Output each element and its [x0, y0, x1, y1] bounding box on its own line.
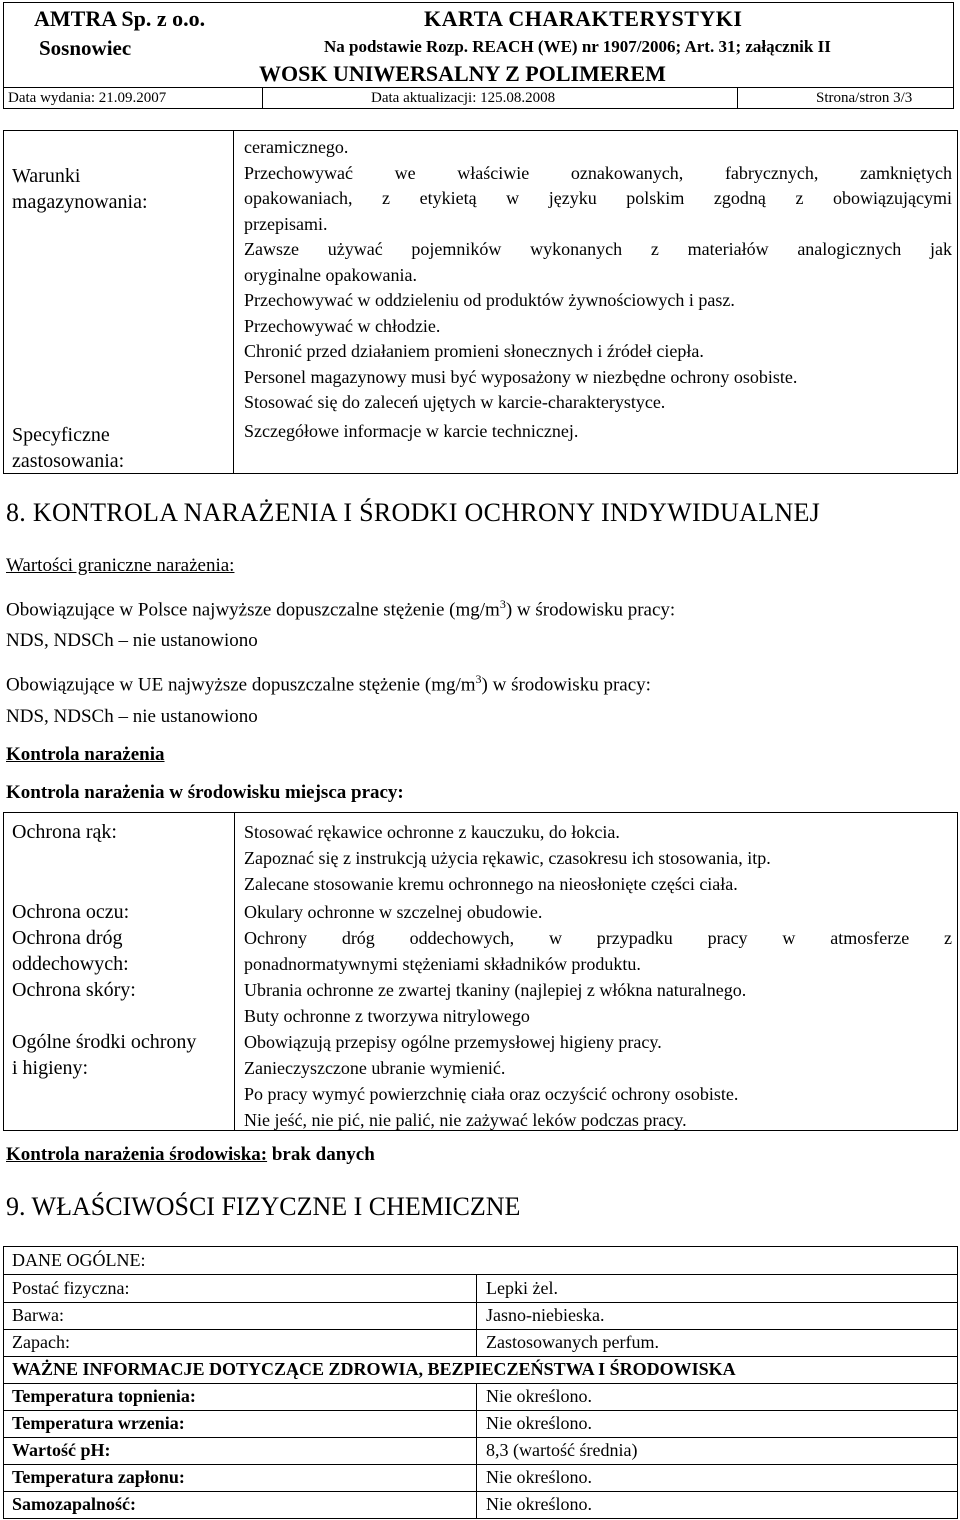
header-divider [262, 88, 263, 109]
hygiene-label-line: i higieny: [12, 1057, 89, 1079]
hygiene-line: Obowiązują przepisy ogólne przemysłowej higieny pracy. [244, 1032, 662, 1052]
table-divider [234, 813, 235, 1130]
storage-line: Zawsze używać pojemników wykonanych z materiałów analogicznych jak [244, 239, 952, 259]
cell-divider [476, 1302, 477, 1329]
hygiene-line: Zanieczyszczone ubranie wymienić. [244, 1058, 506, 1078]
property-value: Nie określono. [486, 1413, 592, 1433]
storage-label-line: magazynowania: [12, 191, 148, 213]
physical-properties-table [3, 1246, 958, 1519]
hygiene-label [12, 1029, 196, 1081]
eu-limit-line [6, 667, 651, 697]
property-row [4, 1302, 957, 1330]
important-header: WAŻNE INFORMACJE DOTYCZĄCE ZDROWIA, BEZPIECZEŃSTWA I ŚRODOWISKA [12, 1359, 736, 1379]
superscript: 3 [475, 672, 482, 686]
storage-label-line: Warunki [12, 165, 81, 187]
document-title: KARTA CHARAKTERYSTYKI [424, 6, 743, 31]
protection-table [3, 812, 958, 1131]
property-row [4, 1437, 957, 1465]
general-header-row [4, 1247, 957, 1275]
company-city: Sosnowiec [39, 36, 132, 60]
specific-label-line: Specyficzne [12, 424, 110, 446]
respiratory-label-line: oddechowych: [12, 953, 129, 975]
update-date: Data aktualizacji: 125.08.2008 [371, 90, 556, 106]
property-row [4, 1275, 957, 1303]
storage-line: ceramicznego. [244, 137, 349, 157]
document-header [3, 2, 954, 109]
eu-limit-text-end: ) w środowisku pracy: [481, 674, 651, 696]
table-divider [233, 131, 234, 473]
property-name: Wartość pH: [12, 1440, 111, 1460]
cell-divider [476, 1491, 477, 1518]
property-value: Nie określono. [486, 1386, 592, 1406]
eu-limit-text: Obowiązujące w UE najwyższe dopuszczalne stężenie (mg/m [6, 674, 476, 696]
exposure-control-title: Kontrola narażenia [6, 744, 165, 765]
property-value: 8,3 (wartość średnia) [486, 1440, 638, 1460]
eyes-text: Okulary ochronne w szczelnej obudowie. [244, 902, 543, 922]
storage-line: Przechowywać w oddzieleniu od produktów żywnościowych i pasz. [244, 290, 735, 310]
regulation-line: Na podstawie Rozp. REACH (WE) nr 1907/2006; Art. 31; załącznik II [324, 37, 831, 56]
skin-line: Buty ochronne z tworzywa nitrylowego [244, 1006, 530, 1026]
skin-line: Ubrania ochronne ze zwartej tkaniny (najlepiej z włókna naturalnego. [244, 980, 747, 1000]
respiratory-label [12, 925, 129, 977]
cell-divider [476, 1329, 477, 1356]
eu-limit-value: NDS, NDSCh – nie ustanowiono [6, 706, 258, 727]
property-name: Temperatura topnienia: [12, 1386, 196, 1406]
hands-line: Zalecane stosowanie kremu ochronnego na nieosłonięte części ciała. [244, 874, 738, 894]
property-value: Lepki żel. [486, 1278, 558, 1298]
environment-control [6, 1143, 375, 1167]
important-header-row [4, 1356, 957, 1384]
hands-line: Zapoznać się z instrukcją użycia rękawic, czasokresu ich stosowania, itp. [244, 848, 771, 868]
hands-line: Stosować rękawice ochronne z kauczuku, do łokcia. [244, 822, 620, 842]
poland-limit-text: Obowiązujące w Polsce najwyższe dopuszczalne stężenie (mg/m [6, 599, 500, 621]
environment-control-value: brak danych [267, 1144, 375, 1165]
cell-divider [476, 1275, 477, 1302]
superscript: 3 [499, 597, 506, 611]
hygiene-line: Po pracy wymyć powierzchnię ciała oraz oczyścić ochrony osobiste. [244, 1084, 739, 1104]
storage-line: Chronić przed działaniem promieni słonecznych i źródeł ciepła. [244, 341, 704, 361]
cell-divider [476, 1437, 477, 1464]
storage-label [12, 163, 148, 215]
specific-use-label [12, 422, 124, 474]
storage-line: Stosować się do zaleceń ujętych w karcie-charakterystyce. [244, 392, 666, 412]
issue-date: Data wydania: 21.09.2007 [8, 90, 167, 106]
property-value: Jasno-niebieska. [486, 1305, 605, 1325]
property-row [4, 1491, 957, 1519]
cell-divider [476, 1383, 477, 1410]
workplace-control-title: Kontrola narażenia w środowisku miejsca pracy: [6, 782, 404, 803]
skin-text [244, 977, 952, 1029]
property-value: Nie określono. [486, 1467, 592, 1487]
property-name: Samozapalność: [12, 1494, 137, 1514]
cell-divider [476, 1464, 477, 1491]
company-name: AMTRA Sp. z o.o. [34, 6, 206, 31]
property-value: Nie określono. [486, 1494, 592, 1514]
hygiene-line: Nie jeść, nie pić, nie palić, nie zażywać leków podczas pracy. [244, 1110, 687, 1130]
hygiene-label-line: Ogólne środki ochrony [12, 1031, 197, 1053]
hands-label: Ochrona rąk: [12, 821, 117, 843]
specific-label-line: zastosowania: [12, 450, 125, 472]
storage-table [3, 130, 958, 474]
section-8-heading: 8. KONTROLA NARAŻENIA I ŚRODKI OCHRONY INDYWIDUALNEJ [6, 498, 821, 527]
header-meta-row [4, 87, 953, 109]
specific-use-text: Szczegółowe informacje w karcie technicznej. [244, 420, 579, 441]
property-row [4, 1383, 957, 1411]
property-row [4, 1329, 957, 1357]
storage-line: oryginalne opakowania. [244, 264, 417, 285]
storage-line: przepisami. [244, 213, 328, 234]
environment-control-label: Kontrola narażenia środowiska: [6, 1144, 268, 1165]
property-name: Postać fizyczna: [12, 1278, 130, 1298]
skin-label: Ochrona skóry: [12, 979, 136, 1001]
product-name: WOSK UNIWERSALNY Z POLIMEREM [259, 61, 666, 86]
eyes-label: Ochrona oczu: [12, 901, 130, 923]
storage-line: Przechowywać w chłodzie. [244, 315, 441, 336]
property-row [4, 1464, 957, 1492]
poland-limit-value: NDS, NDSCh – nie ustanowiono [6, 630, 258, 651]
property-name: Zapach: [12, 1332, 70, 1352]
property-name: Temperatura wrzenia: [12, 1413, 185, 1433]
property-name: Barwa: [12, 1305, 64, 1325]
property-row [4, 1410, 957, 1438]
poland-limit-line [6, 592, 675, 622]
storage-line: Personel magazynowy musi być wyposażony w niezbędne ochrony osobiste. [244, 366, 798, 387]
storage-text [244, 135, 952, 444]
section-9-heading: 9. WŁAŚCIWOŚCI FIZYCZNE I CHEMICZNE [6, 1192, 521, 1221]
limits-title: Wartości graniczne narażenia: [6, 555, 235, 576]
respiratory-label-line: Ochrona dróg [12, 927, 123, 949]
storage-line: Przechowywać we właściwie oznakowanych, fabrycznych, zamkniętych [244, 162, 952, 183]
property-name: Temperatura zapłonu: [12, 1467, 185, 1487]
property-value: Zastosowanych perfum. [486, 1332, 659, 1352]
header-divider [737, 88, 738, 109]
respiratory-line: ponadnormatywnymi stężeniami składników produktu. [244, 954, 641, 974]
hygiene-text [244, 1029, 952, 1133]
hands-text [244, 819, 952, 897]
respiratory-line: Ochrony dróg oddechowych, w przypadku pracy w atmosferze z [244, 928, 952, 948]
poland-limit-text-end: ) w środowisku pracy: [505, 599, 676, 621]
respiratory-text [244, 925, 952, 977]
page-number: Strona/stron 3/3 [816, 90, 913, 106]
storage-line: opakowaniach, z etykietą w języku polskim zgodną z obowiązującymi [244, 188, 952, 208]
cell-divider [476, 1410, 477, 1437]
general-header: DANE OGÓLNE: [12, 1250, 146, 1270]
